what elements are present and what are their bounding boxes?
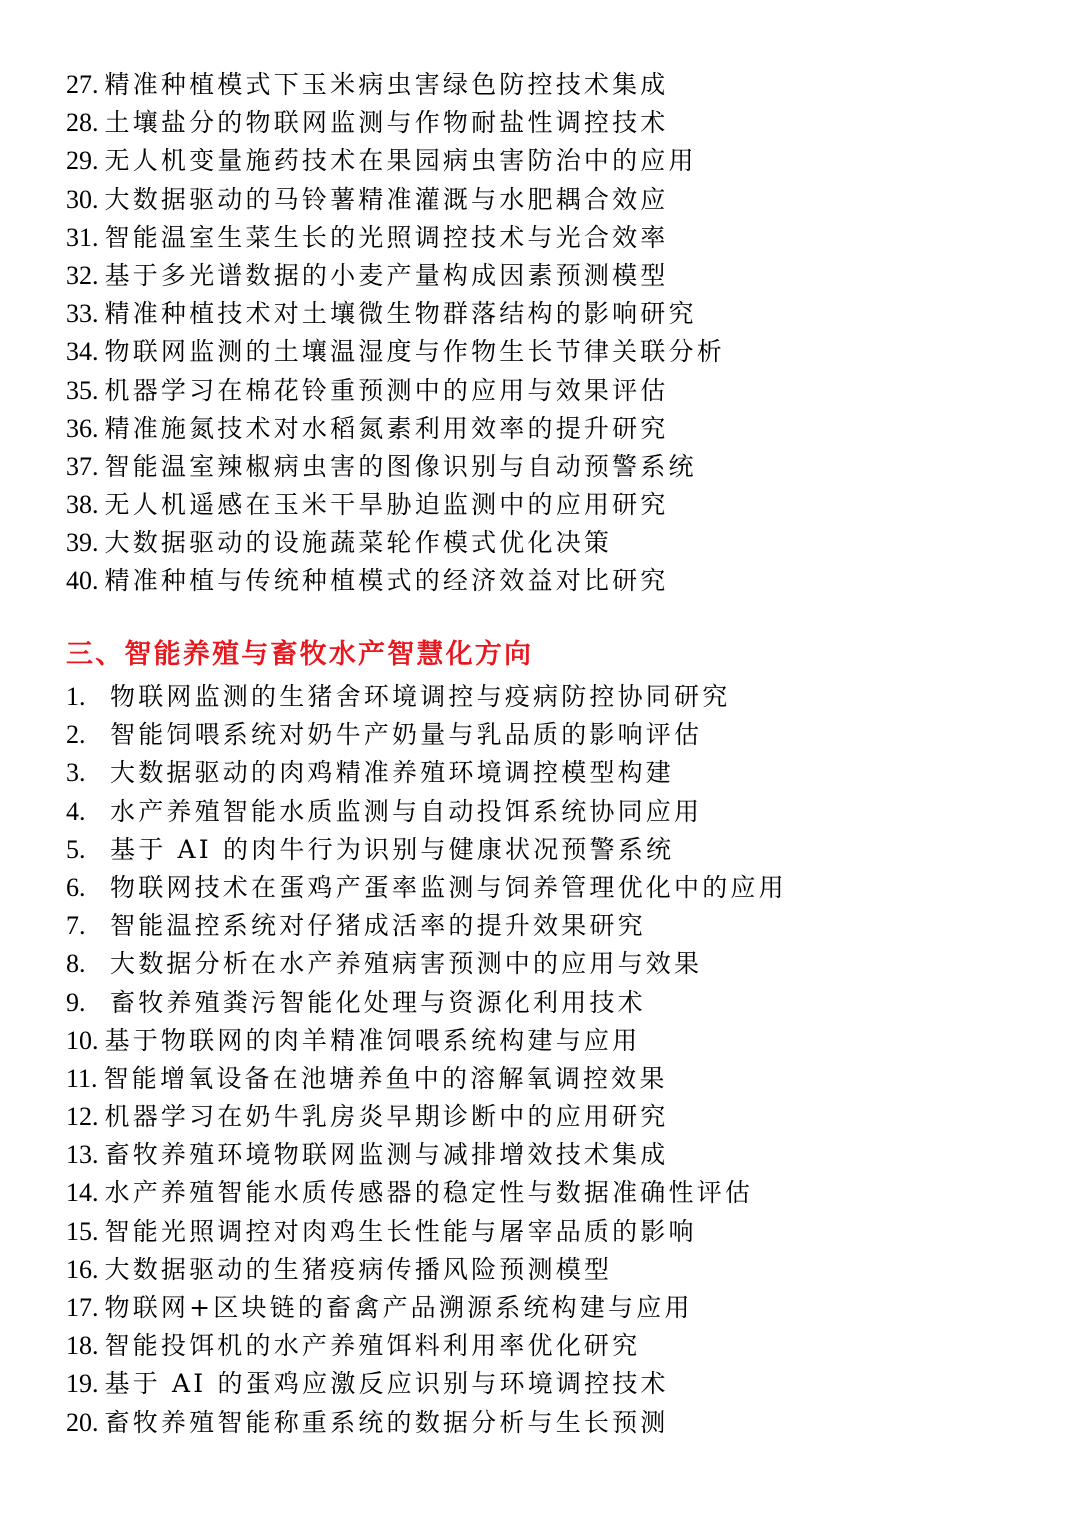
topic-list-continued <box>66 66 1046 601</box>
item-number: 1. <box>66 682 86 711</box>
item-number: 20. <box>66 1407 99 1437</box>
item-text: 畜牧养殖粪污智能化处理与资源化利用技术 <box>110 987 646 1017</box>
item-number: 18. <box>66 1331 99 1361</box>
item-number: 38. <box>66 490 99 520</box>
list-item <box>66 1022 1046 1060</box>
item-text: 精准种植与传统种植模式的经济效益对比研究 <box>104 566 669 596</box>
list-item <box>66 716 1046 754</box>
item-text: 基于物联网的肉羊精准饲喂系统构建与应用 <box>104 1025 641 1055</box>
item-number: 27. <box>66 70 99 99</box>
list-item <box>66 869 1046 907</box>
item-number: 13. <box>66 1140 99 1170</box>
list-item <box>66 1289 1046 1327</box>
item-number: 6. <box>66 872 86 902</box>
item-number: 14. <box>66 1178 99 1208</box>
item-text: 智能投饵机的水产养殖饵料利用率优化研究 <box>104 1331 641 1361</box>
item-text: 基于多光谱数据的小麦产量构成因素预测模型 <box>104 260 669 290</box>
item-text: 大数据驱动的设施蔬菜轮作模式优化决策 <box>104 528 613 558</box>
item-text: 物联网监测的生猪舍环境调控与疫病防控协同研究 <box>110 682 731 711</box>
list-item <box>66 1327 1046 1365</box>
item-number: 5. <box>66 834 86 864</box>
list-item <box>66 1136 1046 1174</box>
list-item <box>66 1098 1046 1136</box>
list-item <box>66 257 1046 295</box>
item-number: 39. <box>66 528 99 558</box>
item-text: 土壤盐分的物联网监测与作物耐盐性调控技术 <box>104 108 669 138</box>
item-text: 精准施氮技术对水稻氮素利用效率的提升研究 <box>104 413 669 443</box>
item-number: 37. <box>66 451 99 481</box>
item-number: 11. <box>66 1063 98 1093</box>
list-item <box>66 1365 1046 1403</box>
list-item <box>66 104 1046 142</box>
list-item <box>66 333 1046 371</box>
item-text: 精准种植技术对土壤微生物群落结构的影响研究 <box>104 299 697 329</box>
item-text: 无人机遥感在玉米干旱胁迫监测中的应用研究 <box>104 490 669 520</box>
item-text: 物联网+区块链的畜禽产品溯源系统构建与应用 <box>104 1293 693 1322</box>
list-item <box>66 984 1046 1022</box>
list-item <box>66 945 1046 983</box>
item-text: 大数据驱动的生猪疫病传播风险预测模型 <box>104 1254 613 1284</box>
item-text: 物联网监测的土壤温湿度与作物生长节律关联分析 <box>104 337 725 367</box>
list-item <box>66 142 1046 180</box>
item-text: 水产养殖智能水质监测与自动投饵系统协同应用 <box>110 796 703 826</box>
list-item <box>66 1213 1046 1251</box>
item-text: 物联网技术在蛋鸡产蛋率监测与饲养管理优化中的应用 <box>110 872 787 902</box>
list-item <box>66 793 1046 831</box>
item-number: 19. <box>66 1369 99 1399</box>
item-text: 智能温室辣椒病虫害的图像识别与自动预警系统 <box>104 451 697 481</box>
item-text: 智能增氧设备在池塘养鱼中的溶解氧调控效果 <box>103 1063 668 1093</box>
item-number: 3. <box>66 758 86 788</box>
list-item <box>66 66 1046 104</box>
item-number: 34. <box>66 337 99 367</box>
list-item <box>66 1174 1046 1212</box>
item-text: 畜牧养殖智能称重系统的数据分析与生长预测 <box>104 1407 669 1437</box>
item-text: 智能温室生菜生长的光照调控技术与光合效率 <box>104 222 669 252</box>
list-item <box>66 295 1046 333</box>
item-number: 10. <box>66 1025 99 1055</box>
item-number: 4. <box>66 796 86 826</box>
list-item <box>66 524 1046 562</box>
list-item <box>66 562 1046 600</box>
item-text: 智能饲喂系统对奶牛产奶量与乳品质的影响评估 <box>110 720 703 750</box>
item-text: 基于 AI 的肉牛行为识别与健康状况预警系统 <box>110 834 675 864</box>
item-number: 7. <box>66 911 86 941</box>
list-item <box>66 372 1046 410</box>
item-number: 31. <box>66 222 99 252</box>
item-number: 28. <box>66 108 99 138</box>
item-text: 精准种植模式下玉米病虫害绿色防控技术集成 <box>104 70 669 99</box>
item-text: 智能温控系统对仔猪成活率的提升效果研究 <box>110 911 646 941</box>
item-number: 12. <box>66 1102 99 1132</box>
item-number: 8. <box>66 949 86 979</box>
topic-list-smart-farming <box>66 678 1046 1442</box>
item-text: 机器学习在奶牛乳房炎早期诊断中的应用研究 <box>104 1102 669 1132</box>
item-number: 16. <box>66 1254 99 1284</box>
item-number: 2. <box>66 720 86 750</box>
list-item <box>66 831 1046 869</box>
list-item <box>66 678 1046 716</box>
list-item <box>66 219 1046 257</box>
item-text: 大数据驱动的马铃薯精准灌溉与水肥耦合效应 <box>104 184 669 214</box>
list-item <box>66 448 1046 486</box>
item-text: 大数据分析在水产养殖病害预测中的应用与效果 <box>110 949 703 979</box>
item-number: 35. <box>66 375 99 405</box>
item-number: 40. <box>66 566 99 596</box>
item-text: 水产养殖智能水质传感器的稳定性与数据准确性评估 <box>104 1178 754 1208</box>
item-number: 33. <box>66 299 99 329</box>
section-heading: 三、智能养殖与畜牧水产智慧化方向 <box>66 639 534 670</box>
item-number: 32. <box>66 260 99 290</box>
item-number: 15. <box>66 1216 99 1246</box>
item-number: 9. <box>66 987 86 1017</box>
list-item <box>66 181 1046 219</box>
item-text: 机器学习在棉花铃重预测中的应用与效果评估 <box>104 375 669 405</box>
list-item <box>66 907 1046 945</box>
list-item <box>66 754 1046 792</box>
item-text: 大数据驱动的肉鸡精准养殖环境调控模型构建 <box>110 758 675 788</box>
item-number: 29. <box>66 146 99 176</box>
item-text: 无人机变量施药技术在果园病虫害防治中的应用 <box>104 146 697 176</box>
list-item <box>66 1404 1046 1442</box>
list-item <box>66 486 1046 524</box>
item-text: 智能光照调控对肉鸡生长性能与屠宰品质的影响 <box>104 1216 697 1246</box>
item-number: 36. <box>66 413 99 443</box>
list-item <box>66 1060 1046 1098</box>
item-text: 基于 AI 的蛋鸡应激反应识别与环境调控技术 <box>104 1369 669 1399</box>
item-number: 30. <box>66 184 99 214</box>
list-item <box>66 410 1046 448</box>
list-item <box>66 1251 1046 1289</box>
item-number: 17. <box>66 1293 99 1322</box>
item-text: 畜牧养殖环境物联网监测与减排增效技术集成 <box>104 1140 669 1170</box>
